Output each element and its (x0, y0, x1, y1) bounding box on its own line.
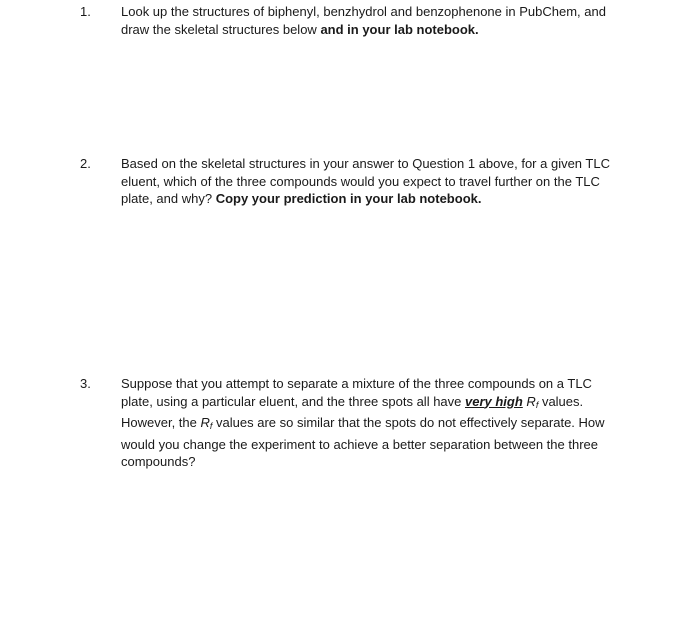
question-text-main: Based on the skeletal structures in your answer to Question 1 above, for a given TLC eluent, which of the three compounds would you expect to travel further on the TLC plate, and why? (121, 156, 610, 206)
emphasis-text: very high (465, 393, 523, 409)
rf-subscript: f (535, 399, 539, 410)
question-text-main: Look up the structures of biphenyl, benzhydrol and benzophenone in PubChem, and draw the skeletal structures below (121, 4, 606, 37)
rf-subscript: f (209, 421, 213, 431)
question-number: 1. (80, 4, 91, 19)
question-text (121, 375, 626, 471)
question-number: 2. (80, 156, 91, 171)
notebook-instruction: Copy your prediction in your lab notebook. (215, 191, 482, 206)
question-text-end: values are so similar that the spots do not effectively separate. How would you change the experiment to achieve a better separation between the three compounds? (121, 415, 605, 469)
question-text (121, 155, 626, 208)
question-text-main: Suppose that you attempt to separate a mixture of the three compounds on a TLC plate, using a particular eluent, and the three spots all have (121, 376, 592, 409)
question-text-continued: values. However, the (121, 393, 584, 430)
notebook-instruction: and in your lab notebook. (320, 21, 479, 37)
question-text (121, 3, 626, 38)
question-number: 3. (80, 376, 91, 391)
rf-symbol: R (526, 393, 536, 409)
rf-symbol: R (200, 415, 210, 430)
